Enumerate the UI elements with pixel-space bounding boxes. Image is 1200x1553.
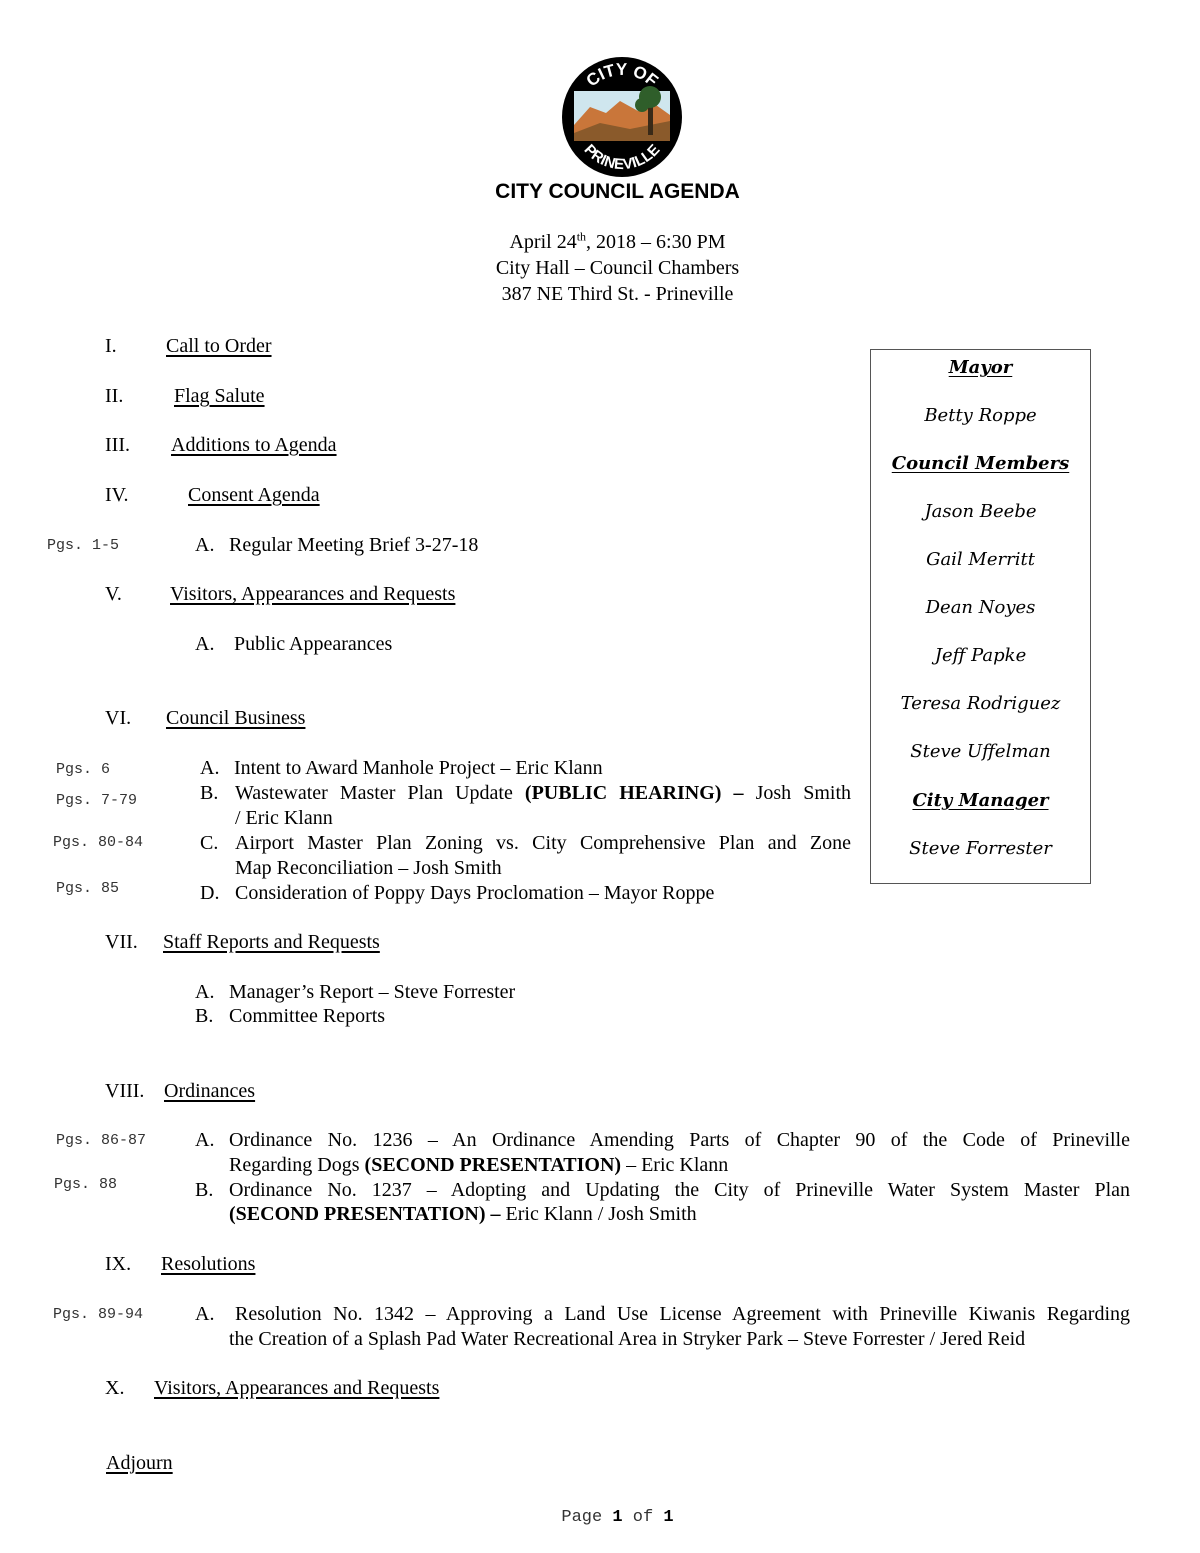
item-text: Regular Meeting Brief 3-27-18: [229, 534, 479, 556]
section-title-additions: Additions to Agenda: [171, 434, 337, 456]
city-manager-heading: City Manager: [912, 790, 1049, 811]
page-ref: Pgs. 1-5: [47, 537, 120, 554]
page-footer: Page 1 of 1: [561, 1508, 674, 1527]
logo-top-text: CITY OF: [582, 59, 662, 91]
section-number: VII.: [105, 931, 138, 953]
section-number: VI.: [105, 707, 132, 729]
council-member: Steve Uffelman: [910, 741, 1051, 762]
page-ref: Pgs. 80-84: [53, 834, 144, 851]
section-title-visitors: Visitors, Appearances and Requests: [170, 583, 456, 605]
meeting-date: April 24th, 2018 – 6:30 PM: [509, 229, 726, 253]
page-ref: Pgs. 89-94: [53, 1306, 144, 1323]
section-number: III.: [105, 434, 130, 456]
item-letter: A.: [195, 633, 215, 655]
page-ref: Pgs. 86-87: [56, 1132, 147, 1149]
item-text: Manager’s Report – Steve Forrester: [229, 981, 516, 1003]
page-ref: Pgs. 7-79: [56, 792, 138, 809]
section-number: IX.: [105, 1253, 132, 1275]
item-letter: A.: [195, 534, 215, 556]
meeting-address: 387 NE Third St. - Prineville: [501, 283, 734, 305]
section-title-ordinances: Ordinances: [164, 1080, 256, 1102]
council-member: Dean Noyes: [925, 597, 1036, 618]
logo-bottom-text: PRINEVILLE: [580, 141, 664, 174]
section-title-visitors-2: Visitors, Appearances and Requests: [154, 1377, 440, 1399]
item-text-continued: Map Reconciliation – Josh Smith: [235, 857, 502, 879]
item-text: Public Appearances: [234, 633, 393, 655]
item-letter: B.: [195, 1005, 214, 1027]
section-number: V.: [105, 583, 122, 605]
meeting-place: City Hall – Council Chambers: [495, 257, 740, 279]
council-members-heading: Council Members: [891, 453, 1070, 474]
council-roster-box: [870, 349, 1091, 884]
section-number: II.: [105, 385, 124, 407]
item-text: Resolution No. 1342 – Approving a Land Use License Agreement with Prineville Kiwanis Regarding: [235, 1303, 1130, 1325]
section-number: X.: [105, 1377, 125, 1399]
item-text-continued: Regarding Dogs (SECOND PRESENTATION) – Eric Klann: [229, 1154, 729, 1176]
item-text-continued: / Eric Klann: [235, 807, 333, 829]
item-letter: A.: [195, 981, 215, 1003]
item-letter: A.: [195, 1303, 215, 1325]
item-letter: C.: [200, 832, 219, 854]
page-ref: Pgs. 85: [56, 880, 120, 897]
section-number: IV.: [105, 484, 129, 506]
council-member: Jeff Papke: [934, 645, 1027, 666]
section-title-call-to-order: Call to Order: [166, 335, 272, 357]
city-of-prineville-logo: [560, 55, 684, 179]
item-text: Committee Reports: [229, 1005, 386, 1027]
item-letter: B.: [200, 782, 219, 804]
council-member: Teresa Rodriguez: [900, 693, 1061, 714]
item-text: Consideration of Poppy Days Proclomation – Mayor Roppe: [235, 882, 715, 904]
section-title-council-business: Council Business: [166, 707, 306, 729]
agenda-title: CITY COUNCIL AGENDA: [495, 180, 740, 203]
item-text: Ordinance No. 1236 – An Ordinance Amending Parts of Chapter 90 of the Code of Prineville: [229, 1129, 1130, 1151]
item-text-continued: the Creation of a Splash Pad Water Recreational Area in Stryker Park – Steve Forrester / Jered Reid: [229, 1328, 1026, 1350]
section-title-flag-salute: Flag Salute: [174, 385, 265, 407]
council-member: Jason Beebe: [924, 501, 1037, 522]
item-text: Ordinance No. 1237 – Adopting and Updating the City of Prineville Water System Master Plan: [229, 1179, 1130, 1201]
section-title-consent-agenda: Consent Agenda: [188, 484, 320, 506]
item-text: Intent to Award Manhole Project – Eric Klann: [234, 757, 603, 779]
item-letter: D.: [200, 882, 220, 904]
mayor-name: Betty Roppe: [924, 405, 1037, 426]
page-ref: Pgs. 6: [56, 761, 111, 778]
section-number: I.: [105, 335, 117, 357]
item-text-continued: (SECOND PRESENTATION) – Eric Klann / Josh Smith: [229, 1203, 697, 1225]
mayor-heading: Mayor: [948, 357, 1013, 378]
item-letter: B.: [195, 1179, 214, 1201]
section-title-staff-reports: Staff Reports and Requests: [163, 931, 380, 953]
council-member: Gail Merritt: [926, 549, 1035, 570]
adjourn: Adjourn: [106, 1452, 173, 1474]
section-title-resolutions: Resolutions: [161, 1253, 256, 1275]
city-manager-name: Steve Forrester: [909, 838, 1052, 859]
item-letter: A.: [195, 1129, 215, 1151]
section-number: VIII.: [105, 1080, 145, 1102]
item-text: Wastewater Master Plan Update (PUBLIC HEARING) – Josh Smith: [235, 782, 851, 804]
item-letter: A.: [200, 757, 220, 779]
item-text: Airport Master Plan Zoning vs. City Comprehensive Plan and Zone: [235, 832, 851, 854]
page-ref: Pgs. 88: [54, 1176, 118, 1193]
